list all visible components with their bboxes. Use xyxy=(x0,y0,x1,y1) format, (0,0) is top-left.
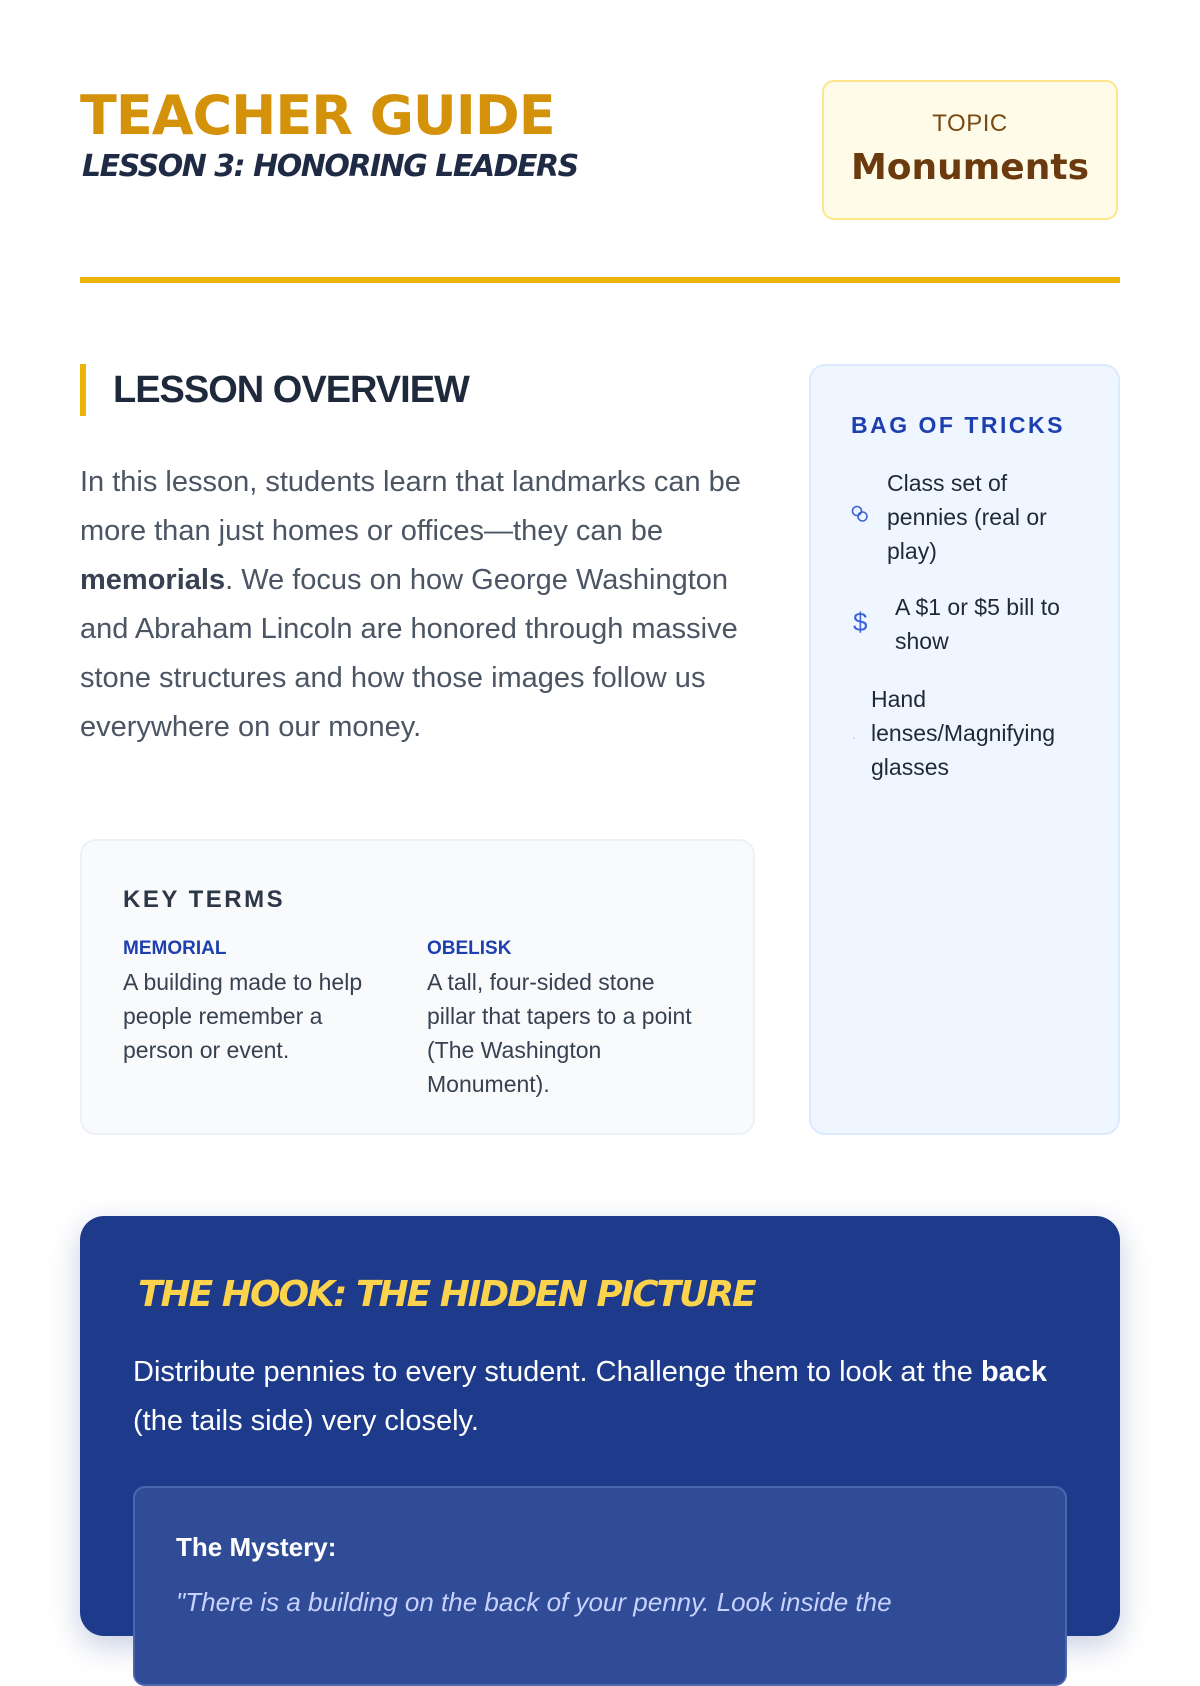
bag-of-tricks-heading: BAG OF TRICKS xyxy=(851,412,1065,438)
supply-item xyxy=(851,466,1091,576)
topic-label: TOPIC xyxy=(932,110,1008,137)
overview-accent-bar xyxy=(80,364,86,416)
key-terms-heading: KEY TERMS xyxy=(123,886,286,913)
hook-text-end: (the tails side) very closely. xyxy=(133,1405,479,1437)
overview-text-start: In this lesson, students learn that landmarks can be more than just homes or offices—they can be xyxy=(80,466,741,547)
term-name: MEMORIAL xyxy=(123,938,227,959)
term-name: OBELISK xyxy=(427,938,512,959)
teacher-guide-page xyxy=(80,0,1120,1617)
overview-text-end: . We focus on how George Washington and Abraham Lincoln are honored through massive stone structures and how those images follow us everywhere on our money. xyxy=(80,564,738,743)
term-obelisk xyxy=(427,937,697,1101)
overview-keyword: memorials xyxy=(80,564,226,596)
topic-value: Monuments xyxy=(850,147,1089,188)
overview-heading: LESSON OVERVIEW xyxy=(113,369,469,411)
hook-section xyxy=(80,1216,1120,1636)
lesson-subtitle: LESSON 3: HONORING LEADERS xyxy=(82,149,578,184)
mystery-callout xyxy=(133,1486,1067,1686)
supply-item xyxy=(851,590,1091,670)
mystery-label: The Mystery: xyxy=(176,1532,337,1562)
topic-badge xyxy=(822,80,1118,220)
supply-text: Hand lenses/Magnifying glasses xyxy=(871,686,1056,780)
magnifying-glass-icon xyxy=(851,722,857,746)
term-definition: A building made to help people remember a person or event. xyxy=(123,969,363,1063)
header-divider xyxy=(80,277,1120,283)
supply-item xyxy=(851,682,1091,792)
bag-of-tricks-card xyxy=(809,364,1120,1135)
coins-icon xyxy=(851,504,869,528)
key-terms-card xyxy=(80,839,755,1135)
hook-keyword: back xyxy=(980,1356,1048,1388)
supply-text: A $1 or $5 bill to show xyxy=(895,594,1060,654)
mystery-quote: "There is a building on the back of your penny. Look inside the xyxy=(176,1587,892,1617)
supply-text: Class set of pennies (real or play) xyxy=(887,470,1047,564)
hook-paragraph xyxy=(133,1348,1073,1446)
overview-paragraph xyxy=(80,458,760,752)
hook-text-start: Distribute pennies to every student. Challenge them to look at the xyxy=(133,1356,981,1388)
term-definition: A tall, four-sided stone pillar that tapers to a point (The Washington Monument). xyxy=(427,969,692,1097)
term-memorial xyxy=(123,937,393,1067)
hook-heading: THE HOOK: THE HIDDEN PICTURE xyxy=(138,1274,755,1315)
dollar-icon: $ xyxy=(853,607,868,637)
page-title: TEACHER GUIDE xyxy=(80,84,555,147)
